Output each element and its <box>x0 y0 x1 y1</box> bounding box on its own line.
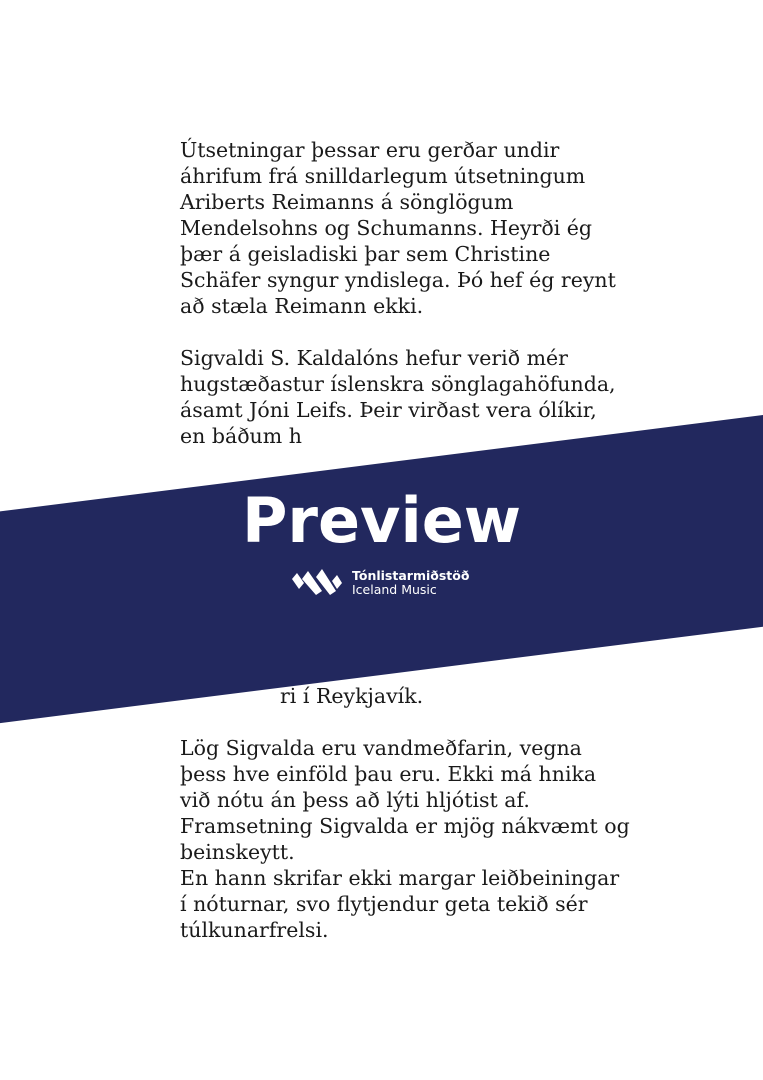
iceland-music-logo <box>292 569 469 597</box>
text-line: ri í Reykjavík. <box>280 684 424 708</box>
paragraph-1 <box>180 137 660 319</box>
text-line: Ariberts Reimanns á sönglögum <box>180 190 514 214</box>
text-line: hugstæðastur íslenskra sönglagahöfunda, <box>180 372 616 396</box>
text-line: Útsetningar þessar eru gerðar undir <box>180 138 560 162</box>
text-line: við nótu án þess að lýti hljótist af. <box>180 788 530 812</box>
text-line: að stæla Reimann ekki. <box>180 294 424 318</box>
text-line: Sigvaldi S. Kaldalóns hefur verið mér <box>180 346 568 370</box>
text-line: beinskeytt. <box>180 840 295 864</box>
text-line: Lög Sigvalda eru vandmeðfarin, vegna <box>180 736 582 760</box>
logo-line-2: Iceland Music <box>352 582 437 597</box>
text-line: áhrifum frá snilldarlegum útsetningum <box>180 164 586 188</box>
text-line: Framsetning Sigvalda er mjög nákvæmt og <box>180 814 630 838</box>
text-line: Mendelsohns og Schumanns. Heyrði ég <box>180 216 593 240</box>
logo-line-1: Tónlistarmiðstöð <box>352 568 470 583</box>
paragraph-3 <box>180 735 660 943</box>
text-line: En hann skrifar ekki margar leiðbeiningar <box>180 866 620 890</box>
text-line: en báðum h <box>180 424 302 448</box>
text-line: þær á geisladiski þar sem Christine <box>180 242 551 266</box>
preview-watermark-title: Preview <box>241 484 522 557</box>
text-line: túlkunarfrelsi. <box>180 918 329 942</box>
text-line: þess hve einföld þau eru. Ekki má hnika <box>180 762 597 786</box>
text-line: í nóturnar, svo flytjendur geta tekið sér <box>180 892 588 916</box>
text-line: ásamt Jóni Leifs. Þeir virðast vera ólíkir, <box>180 398 597 422</box>
text-line: Schäfer syngur yndislega. Þó hef ég reynt <box>180 268 616 292</box>
iceland-music-logo-icon <box>292 569 342 597</box>
logo-text <box>352 569 469 597</box>
